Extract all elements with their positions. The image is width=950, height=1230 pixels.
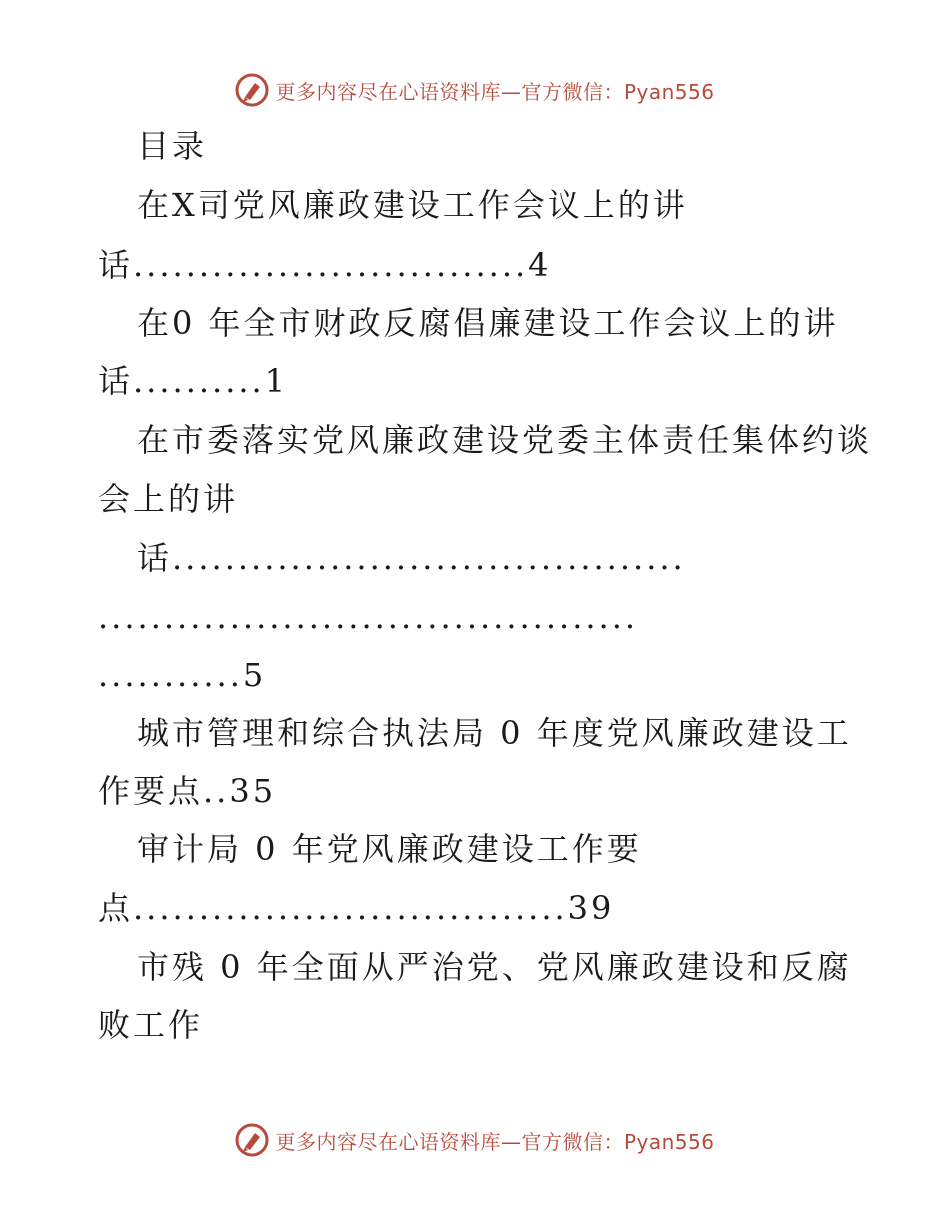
pen-logo-icon bbox=[235, 1123, 269, 1157]
toc-line: 城市管理和综合执法局 0 年度党风廉政建设工 bbox=[137, 714, 852, 752]
toc-line: ......................................... bbox=[98, 598, 639, 636]
toc-line: 市残 0 年全面从严治党、党风廉政建设和反腐 bbox=[137, 948, 852, 986]
toc-line: 作要点..35 bbox=[98, 772, 277, 810]
toc-line: 败工作 bbox=[98, 1006, 204, 1044]
toc-line: 会上的讲 bbox=[98, 480, 239, 518]
toc-line: 话....................................... bbox=[137, 539, 686, 577]
toc-line: 在X司党风廉政建设工作会议上的讲 bbox=[137, 186, 688, 224]
watermark-banner-bottom bbox=[0, 1120, 950, 1160]
toc-line: 点.................................39 bbox=[98, 889, 615, 927]
watermark-text: 更多内容尽在心语资料库—官方微信：Pyan556 bbox=[275, 79, 715, 104]
toc-line: 审计局 0 年党风廉政建设工作要 bbox=[137, 830, 642, 868]
watermark-banner-top bbox=[0, 70, 950, 110]
toc-line: 在市委落实党风廉政建设党委主体责任集体约谈 bbox=[137, 421, 873, 459]
toc-line: ...........5 bbox=[98, 656, 267, 694]
toc-line: 在0 年全市财政反腐倡廉建设工作会议上的讲 bbox=[137, 304, 839, 342]
toc-heading: 目录 bbox=[137, 127, 208, 165]
watermark-text: 更多内容尽在心语资料库—官方微信：Pyan556 bbox=[275, 1129, 715, 1154]
toc-line: 话..............................4 bbox=[98, 246, 552, 284]
toc-line: 话..........1 bbox=[98, 362, 289, 400]
pen-logo-icon bbox=[235, 73, 269, 107]
